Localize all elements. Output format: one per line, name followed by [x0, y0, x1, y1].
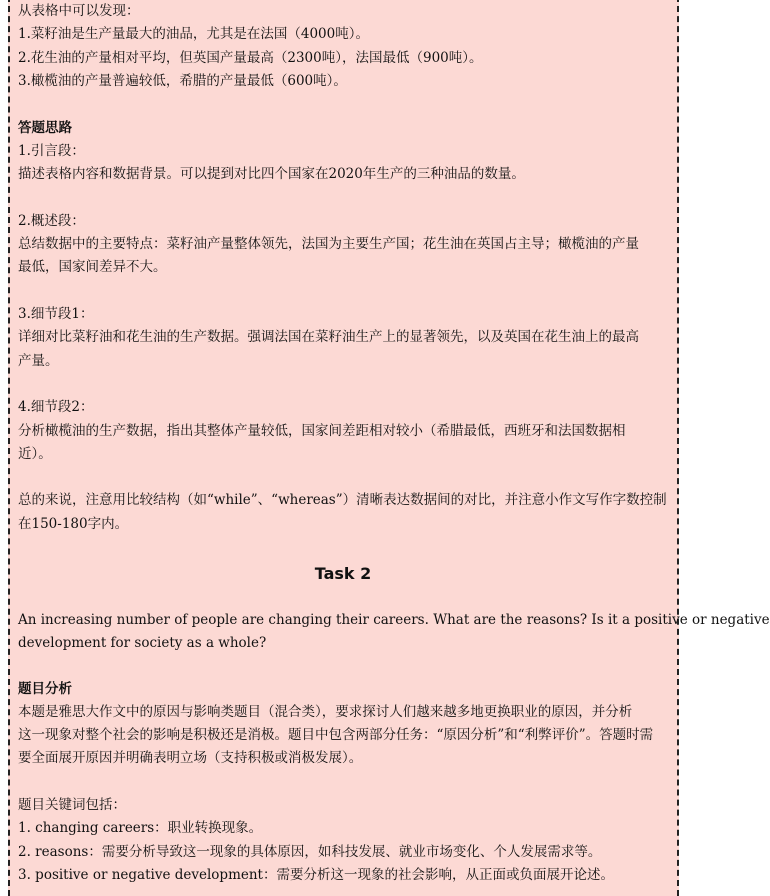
finding-item: 2.花生油的产量相对平均，但英国产量最高（2300吨），法国最低（900吨）。: [18, 50, 483, 66]
keyword-item: 3. positive or negative development：需要分析这一现象的社会影响，从正面或负面展开论述。: [18, 867, 614, 883]
analysis-text: 要全面展开原因并明确表明立场（支持积极或消极发展）。: [18, 750, 363, 766]
keyword-item: 1. changing careers：职业转换现象。: [18, 820, 263, 836]
analysis-text: 这一现象对整个社会的影响是积极还是消极。题目中包含两部分任务：“原因分析”和“利弊评价”。答题时需: [18, 727, 654, 743]
section-text: 近）。: [18, 446, 52, 462]
analysis-heading: 题目分析: [18, 681, 72, 697]
section-text: 最低，国家间差异不大。: [18, 259, 167, 275]
task2-question: development for society as a whole?: [18, 635, 267, 651]
section-text: 总结数据中的主要特点：菜籽油产量整体领先，法国为主要生产国；花生油在英国占主导；橄榄油的产量: [18, 236, 639, 252]
section-text: 描述表格内容和数据背景。可以提到对比四个国家在2020年生产的三种油品的数量。: [18, 166, 525, 182]
section-text: 详细对比菜籽油和花生油的生产数据。强调法国在菜籽油生产上的显著领先，以及英国在花生油上的最高: [18, 329, 639, 345]
approach-heading: 答题思路: [18, 120, 72, 136]
section-title: 1.引言段：: [18, 143, 85, 159]
task2-question: An increasing number of people are changing their careers. What are the reasons? Is it a positive or negative: [18, 612, 770, 628]
analysis-text: 本题是雅思大作文中的原因与影响类题目（混合类），要求探讨人们越来越多地更换职业的原因，并分析: [18, 704, 633, 720]
findings-intro: 从表格中可以发现：: [18, 3, 140, 19]
summary-text: 总的来说，注意用比较结构（如“while”、“whereas”）清晰表达数据间的对比，并注意小作文写作字数控制: [18, 492, 667, 508]
section-title: 3.细节段1：: [18, 306, 94, 322]
section-text: 分析橄榄油的生产数据，指出其整体产量较低，国家间差距相对较小（希腊最低，西班牙和法国数据相: [18, 423, 626, 439]
content-panel: [8, 0, 770, 896]
finding-item: 3.橄榄油的产量普遍较低，希腊的产量最低（600吨）。: [18, 73, 347, 89]
section-text: 产量。: [18, 353, 59, 369]
finding-item: 1.菜籽油是生产量最大的油品，尤其是在法国（4000吨）。: [18, 26, 369, 42]
section-title: 4.细节段2：: [18, 399, 94, 415]
task2-title: Task 2: [314, 564, 372, 583]
section-title: 2.概述段：: [18, 213, 85, 229]
summary-text: 在150-180字内。: [18, 516, 129, 532]
keywords-intro: 题目关键词包括：: [18, 797, 126, 813]
keyword-item: 2. reasons：需要分析导致这一现象的具体原因，如科技发展、就业市场变化、个人发展需求等。: [18, 844, 602, 860]
